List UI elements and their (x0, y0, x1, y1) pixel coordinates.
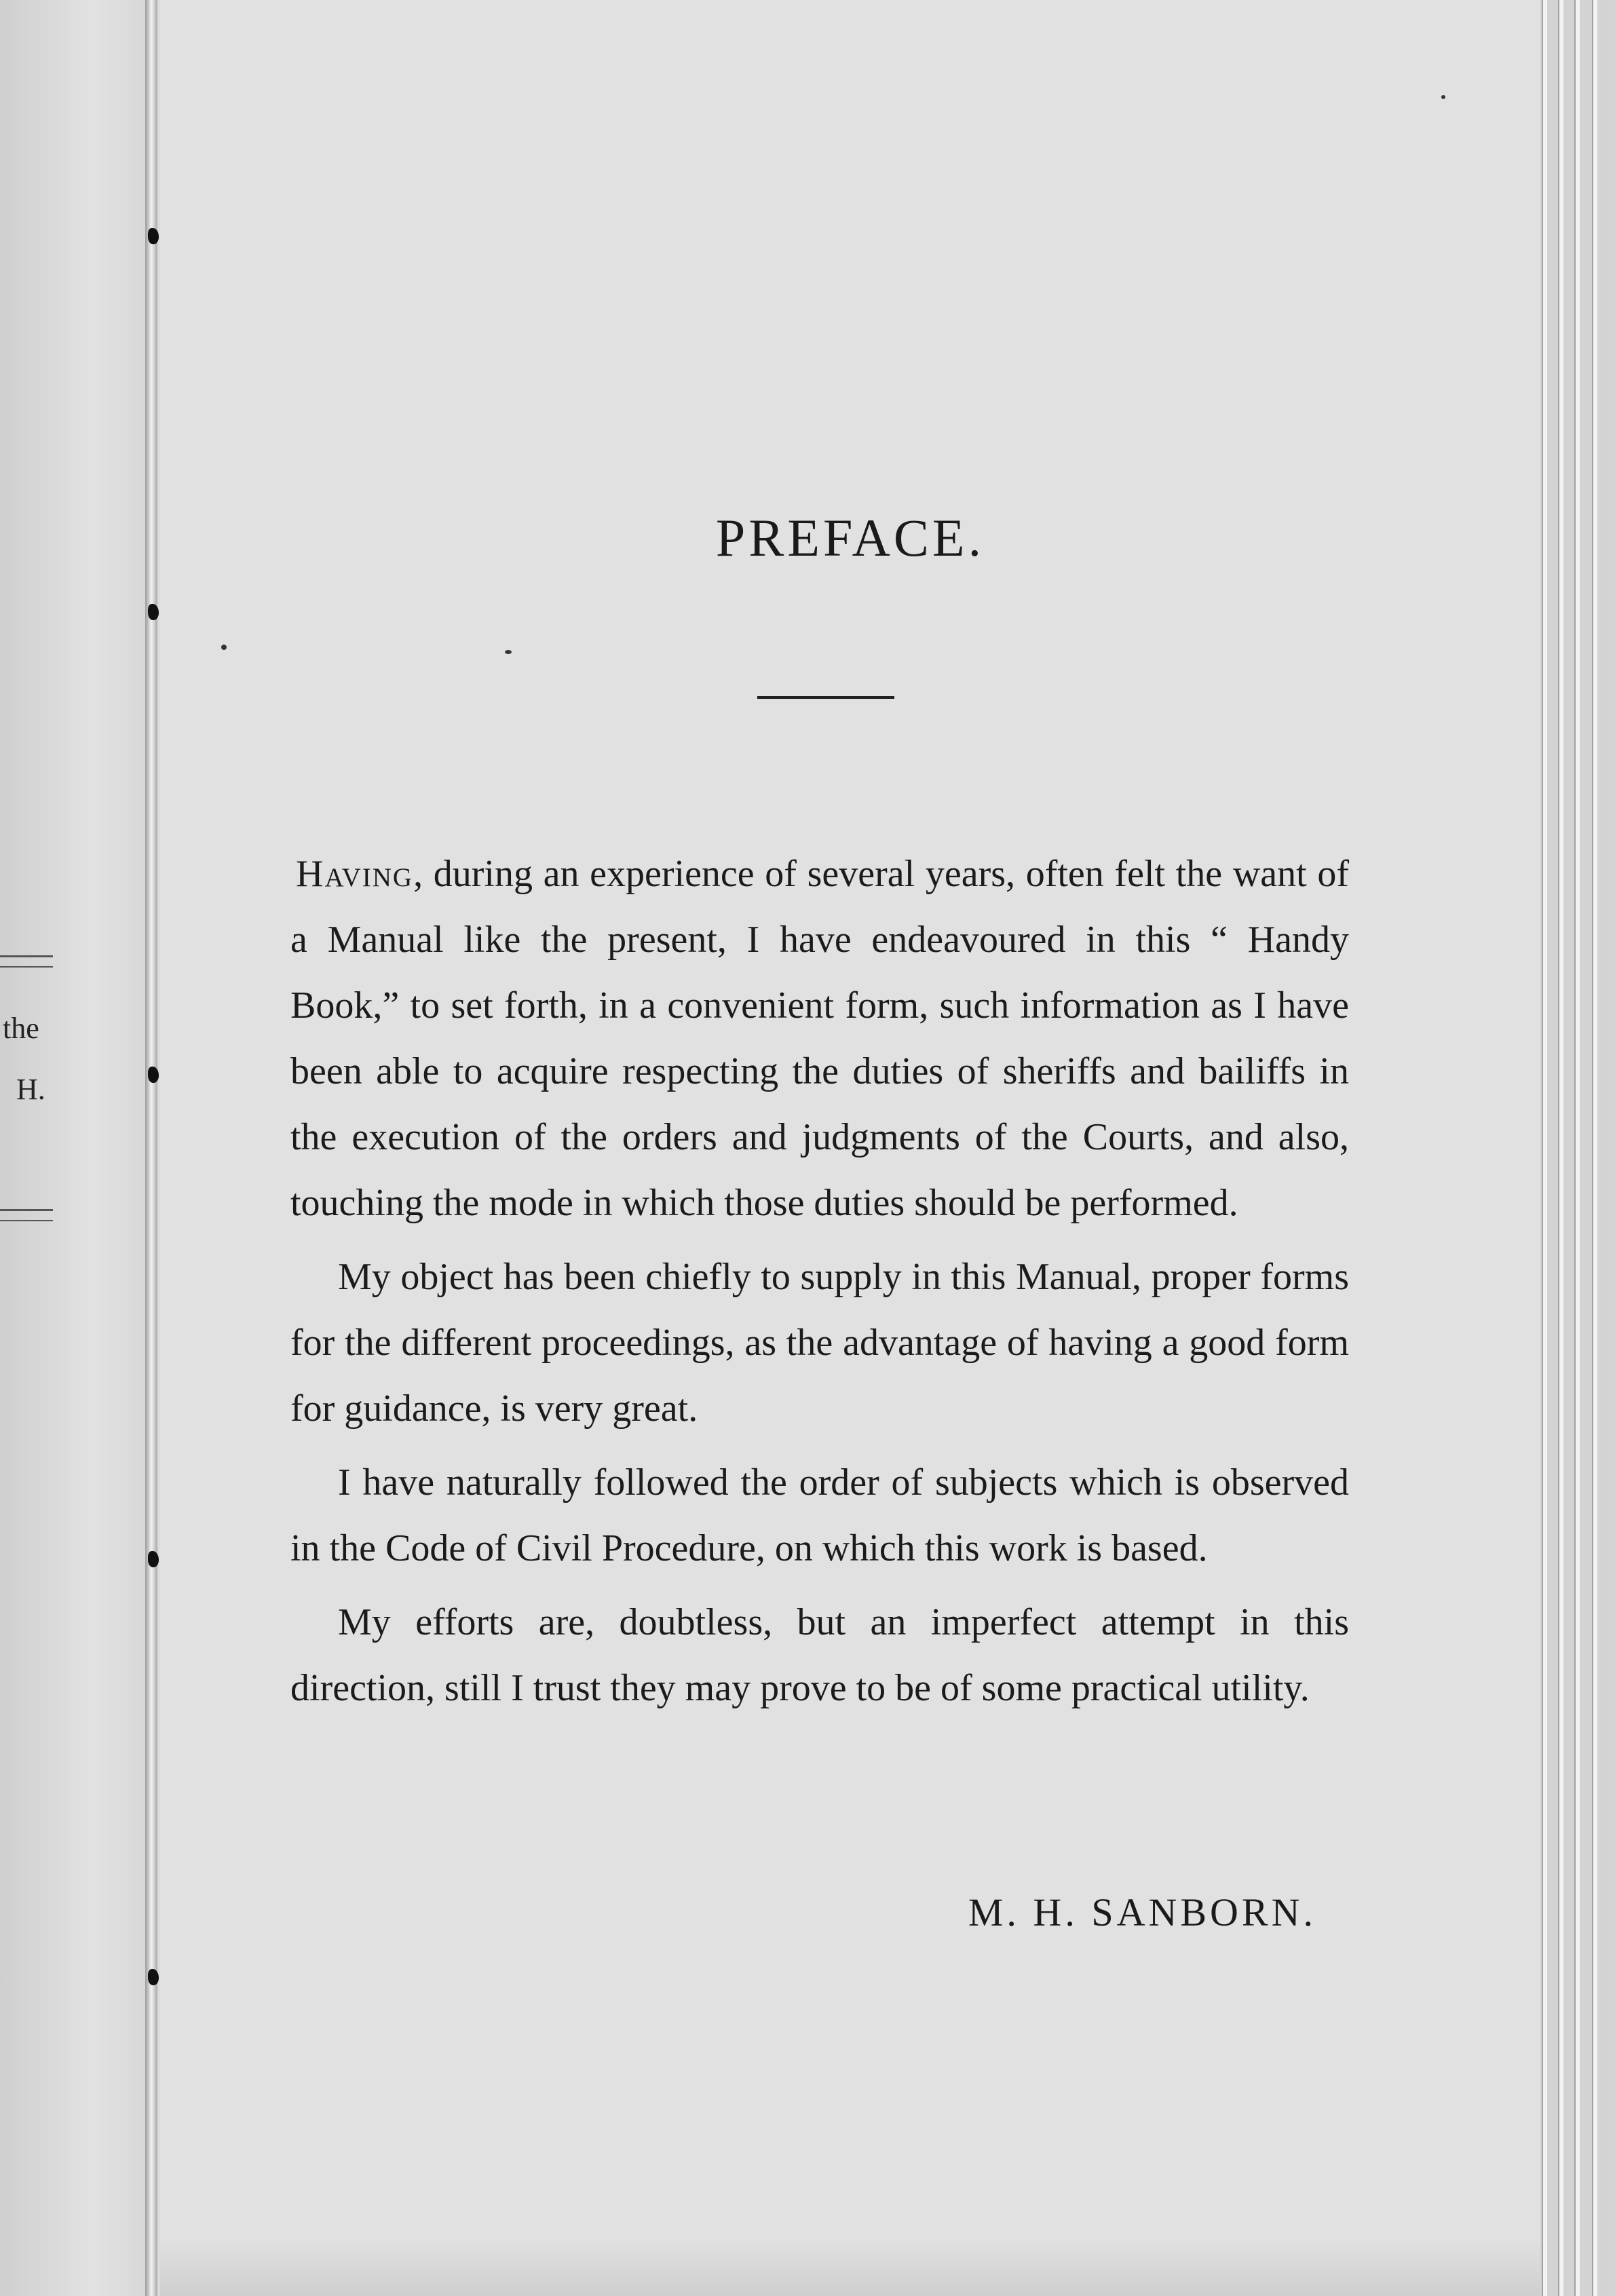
page-bottom-shadow (160, 2239, 1540, 2296)
page-edge-line (1574, 0, 1580, 2296)
page-edge-line (1592, 0, 1597, 2296)
paragraph-lead-word: Having (296, 853, 414, 895)
scan-speck (1441, 95, 1445, 99)
left-page-rule (0, 1220, 53, 1221)
left-page-rule (0, 955, 53, 957)
binding-thread-mark (148, 1067, 159, 1083)
left-page-fragment: the (3, 1012, 39, 1045)
preface-paragraph: My efforts are, doubtless, but an imperfect attempt in this direction, still I trust they may prove to be of some practical utility. (290, 1601, 1349, 1709)
book-gutter (145, 0, 157, 2296)
preface-heading: PREFACE. (715, 508, 985, 567)
left-page-fragment: H. (16, 1073, 45, 1106)
preface-paragraph: I have naturally followed the order of subjects which is observed in the Code of Civil Procedure, on which this work is based. (290, 1461, 1349, 1569)
preface-paragraph (290, 841, 1349, 1236)
page-edge-line (1558, 0, 1563, 2296)
scan-speck (221, 645, 227, 650)
heading-divider (757, 696, 894, 699)
binding-thread-mark (148, 1969, 159, 1985)
preface-body (290, 841, 1349, 1729)
page-edge-line (1542, 0, 1547, 2296)
binding-thread-mark (148, 604, 159, 620)
left-facing-page (0, 0, 156, 2296)
paragraph-text: , during an experience of several years, often felt the want of a Manual like the present, I have endeavoured in this “ Handy Book,” to set forth, in a convenient form, such information as I have been able to acquire respecting the duties of sheriffs and bailiffs in the execution of the orders and judgments of the Courts, and also, touching the mode in which those duties should be performed. (290, 853, 1349, 1224)
author-signature: M. H. SANBORN. (968, 1890, 1316, 1934)
binding-thread-mark (148, 228, 159, 244)
left-page-rule (0, 1209, 53, 1211)
binding-thread-mark (148, 1551, 159, 1567)
scan-speck (505, 650, 512, 654)
left-page-rule (0, 966, 53, 968)
preface-paragraph: My object has been chiefly to supply in this Manual, proper forms for the different proceedings, as the advantage of having a good form for guidance, is very great. (290, 1256, 1349, 1430)
